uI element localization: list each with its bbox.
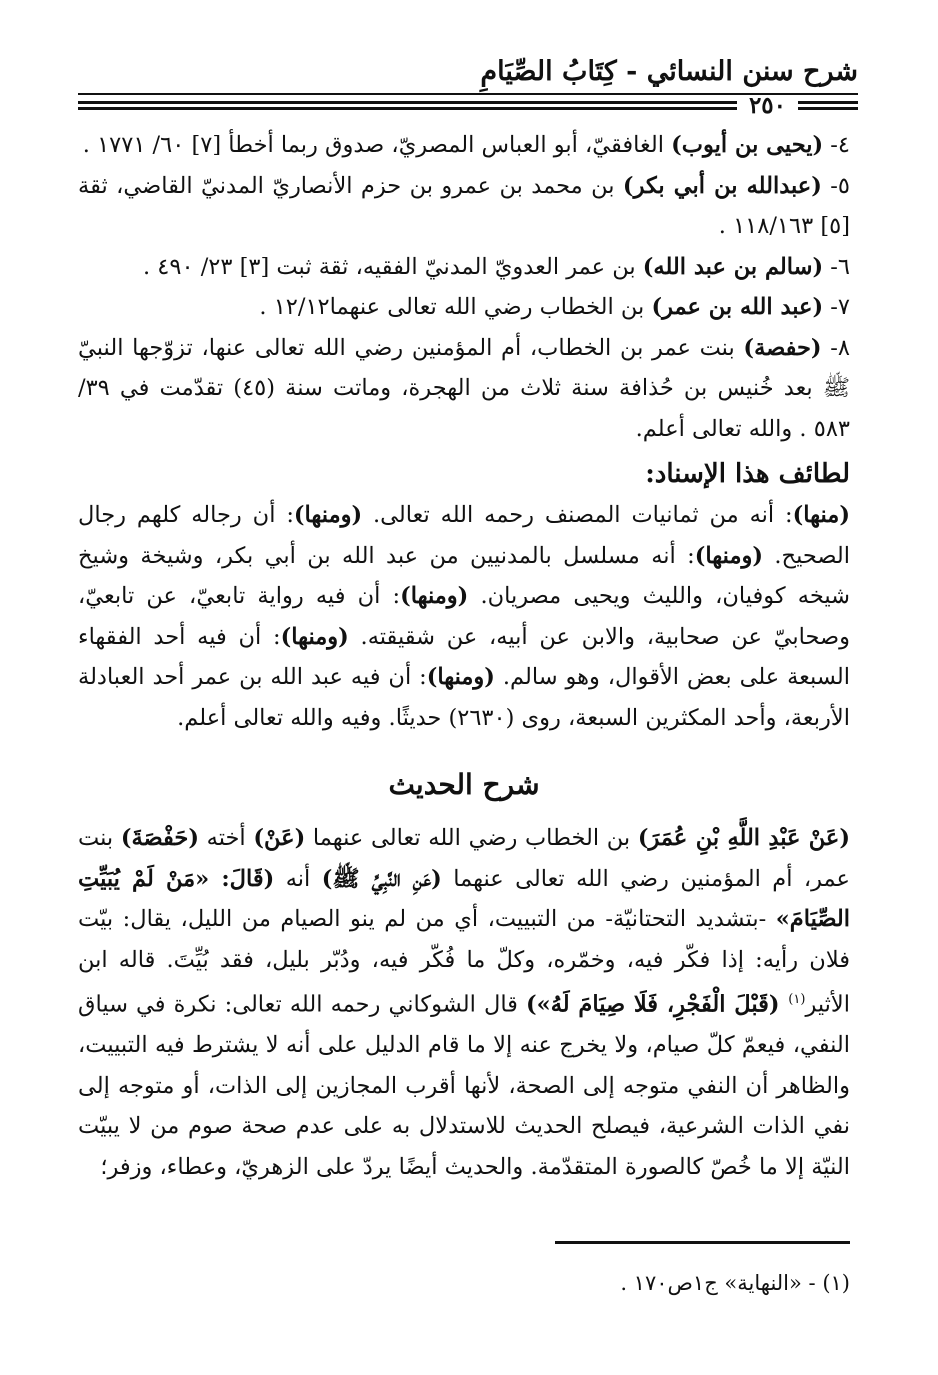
section-heading-lataif: لطائف هذا الإسناد: bbox=[645, 459, 850, 489]
decorative-rule-left bbox=[78, 101, 737, 110]
narrator-entry: ٤- (يحيى بن أيوب) الغافقيّ، أبو العباس المصريّ، صدوق ربما أخطأ [٧] ٦٠/ ١٧٧١ . bbox=[82, 132, 850, 158]
narrator-entry: ٥- (عبدالله بن أبي بكر) بن محمد بن عمرو بن حزم الأنصاريّ المدنيّ القاضي، ثقة [٥] ١١٨/١٦٣ . bbox=[78, 172, 850, 239]
sharh-paragraph: (عَنْ عَبْدِ اللَّهِ بْنِ عُمَرَ) بن الخطاب رضي الله تعالى عنهما (عَنْ) أخته (حَفْصَةَ) بنت عمر، أم المؤمنين رضي الله تعالى عنهما (عَنِ النَّبِيِّ ﷺ) أنه (قَالَ: «مَنْ لَمْ يُبَيِّتِ الصِّيَامَ» -بتشديد التحتانيّة- من التبييت، أي من لم ينو الصيام من الليل، يقال: بيّت فلان رأيه: إذا فكّر فيه، وخمّره، وكلّ ما فُكّر فيه، ودُبّر بليل، فقد بُيِّتَ. قاله ابن الأثير$^{(١)}$ (قَبْلَ الْفَجْرِ، فَلَا صِيَامَ لَهُ») قال الشوكاني رحمه الله تعالى: نكرة في سياق النفي، فيعمّ كلّ صيام، ولا يخرج عنه إلا ما قام الدليل على أنه لا يشترط فيه التبييت، والظاهر أن النفي متوجه إلى الصحة، لأنها أقرب المجازين إلى الذات، أو متوجه إلى نفي الذات الشرعية، فيصلح الحديث للاستدلال به على عدم صحة صوم من لا يبيّت النيّة إلا ما خُصّ كالصورة المتقدّمة. والحديث أيضًا يردّ على الزهريّ، وعطاء، وزفر؛ bbox=[78, 825, 850, 1180]
main-text bbox=[78, 125, 850, 1187]
lataif-paragraph: (منها): أنه من ثمانيات المصنف رحمه الله تعالى. (ومنها): أن رجاله كلهم رجال الصحيح. (ومنها): أنه مسلسل بالمدنيين من عبد الله بن أبي بكر، وشيخة وشيخ شيخه كوفيان، والليث ويحيى مصريان. (ومنها): أن فيه رواية تابعيّ، عن تابعيّ، وصحابيّ عن صحابية، والابن عن أبيه، عن شقيقته. (ومنها): أن فيه أحد الفقهاء السبعة على بعض الأقوال، وهو سالم. (ومنها): أن فيه عبد الله بن عمر أحد العبادلة الأربعة، وأحد المكثرين السبعة، روى (٢٦٣٠) حديثًا. وفيه والله تعالى أعلم. bbox=[78, 502, 851, 731]
book-title: شرح سنن النسائي - كِتَابُ الصِّيَامِ bbox=[480, 56, 858, 87]
footnote-marker: (١) bbox=[788, 992, 806, 1007]
decorative-rule-right bbox=[798, 101, 858, 110]
footnote: (١) - «النهاية» ج١ص١٧٠ . bbox=[620, 1271, 850, 1295]
page-number: ٢٥٠ bbox=[748, 91, 786, 119]
running-header bbox=[78, 55, 858, 89]
page-number-row bbox=[78, 90, 858, 120]
section-heading-sharh: شرح الحديث bbox=[388, 768, 540, 801]
narrator-entry: ٦- (سالم بن عبد الله) بن عمر العدويّ المدنيّ الفقيه، ثقة ثبت [٣] ٢٣/ ٤٩٠ . bbox=[142, 253, 850, 280]
narrator-entry: ٨- (حفصة) بنت عمر بن الخطاب، أم المؤمنين رضي الله تعالى عنها، تزوّجها النبيّ ﷺ بعد خُنيس بن حُذافة سنة ثلاث من الهجرة، وماتت سنة (٤٥) تقدّمت في ٣٩/ ٥٨٣ . والله تعالى أعلم. bbox=[78, 334, 851, 442]
narrator-entry: ٧- (عبد الله بن عمر) بن الخطاب رضي الله تعالى عنهما١٢/١٢ . bbox=[259, 294, 850, 320]
footnote-rule bbox=[555, 1241, 850, 1244]
